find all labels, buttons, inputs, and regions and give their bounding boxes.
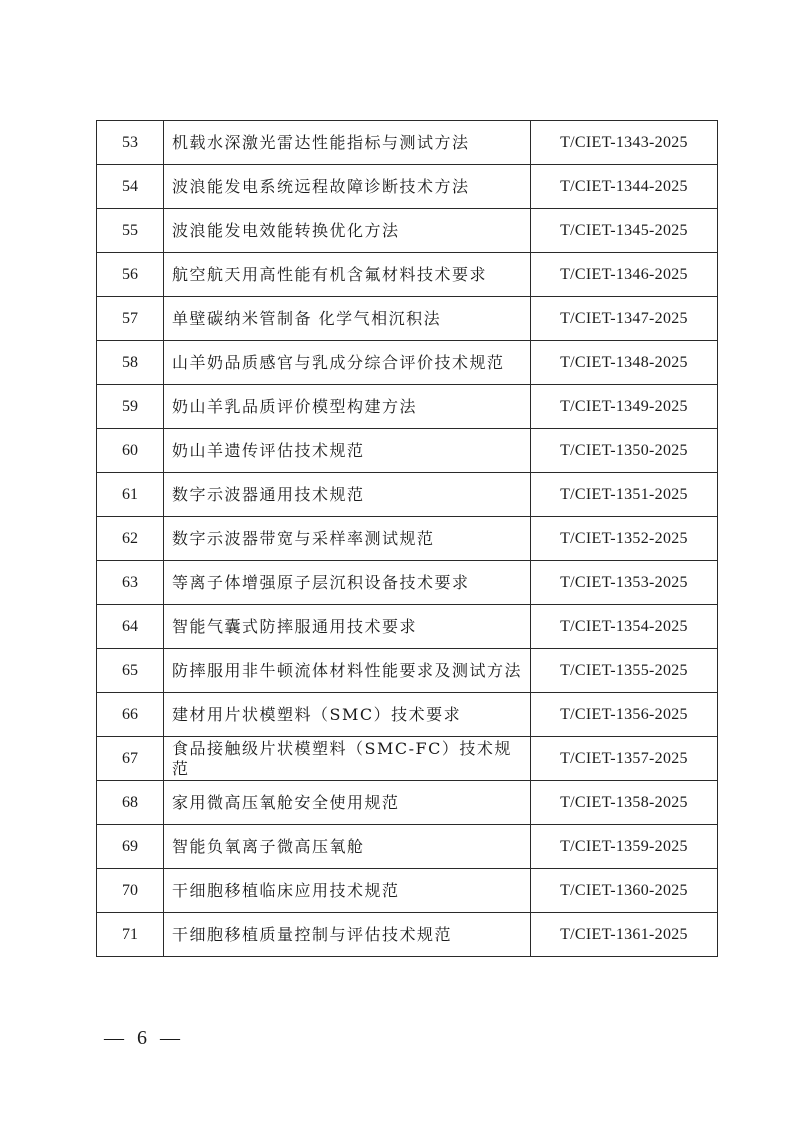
standard-code: T/CIET-1359-2025 bbox=[531, 825, 718, 869]
table-row bbox=[97, 297, 718, 341]
row-number: 63 bbox=[97, 561, 164, 605]
row-number: 71 bbox=[97, 913, 164, 957]
standard-code: T/CIET-1352-2025 bbox=[531, 517, 718, 561]
table-row bbox=[97, 649, 718, 693]
table-row bbox=[97, 429, 718, 473]
row-number: 69 bbox=[97, 825, 164, 869]
standards-table bbox=[96, 120, 718, 957]
table-row bbox=[97, 253, 718, 297]
row-number: 53 bbox=[97, 121, 164, 165]
row-number: 68 bbox=[97, 781, 164, 825]
row-number: 70 bbox=[97, 869, 164, 913]
page-number: — 6 — bbox=[104, 1027, 184, 1049]
standard-name: 波浪能发电系统远程故障诊断技术方法 bbox=[164, 165, 531, 209]
standard-code: T/CIET-1347-2025 bbox=[531, 297, 718, 341]
row-number: 61 bbox=[97, 473, 164, 517]
table-row bbox=[97, 385, 718, 429]
row-number: 58 bbox=[97, 341, 164, 385]
standard-name: 波浪能发电效能转换优化方法 bbox=[164, 209, 531, 253]
standard-code: T/CIET-1356-2025 bbox=[531, 693, 718, 737]
row-number: 57 bbox=[97, 297, 164, 341]
row-number: 54 bbox=[97, 165, 164, 209]
standard-name: 防摔服用非牛顿流体材料性能要求及测试方法 bbox=[164, 649, 531, 693]
standard-name: 奶山羊遗传评估技术规范 bbox=[164, 429, 531, 473]
standard-name: 建材用片状模塑料（SMC）技术要求 bbox=[164, 693, 531, 737]
table-row bbox=[97, 121, 718, 165]
standard-code: T/CIET-1360-2025 bbox=[531, 869, 718, 913]
standards-table-body bbox=[97, 121, 718, 957]
standard-name: 数字示波器带宽与采样率测试规范 bbox=[164, 517, 531, 561]
standard-code: T/CIET-1355-2025 bbox=[531, 649, 718, 693]
standard-name: 智能气囊式防摔服通用技术要求 bbox=[164, 605, 531, 649]
row-number: 60 bbox=[97, 429, 164, 473]
row-number: 65 bbox=[97, 649, 164, 693]
row-number: 62 bbox=[97, 517, 164, 561]
table-row bbox=[97, 913, 718, 957]
row-number: 67 bbox=[97, 737, 164, 781]
standard-code: T/CIET-1351-2025 bbox=[531, 473, 718, 517]
table-row bbox=[97, 209, 718, 253]
table-row bbox=[97, 605, 718, 649]
standard-name: 数字示波器通用技术规范 bbox=[164, 473, 531, 517]
row-number: 66 bbox=[97, 693, 164, 737]
table-row bbox=[97, 473, 718, 517]
standard-code: T/CIET-1349-2025 bbox=[531, 385, 718, 429]
row-number: 59 bbox=[97, 385, 164, 429]
standard-name: 干细胞移植临床应用技术规范 bbox=[164, 869, 531, 913]
standard-name: 航空航天用高性能有机含氟材料技术要求 bbox=[164, 253, 531, 297]
standard-name: 食品接触级片状模塑料（SMC-FC）技术规范 bbox=[164, 737, 531, 781]
standard-name: 机载水深激光雷达性能指标与测试方法 bbox=[164, 121, 531, 165]
table-row bbox=[97, 693, 718, 737]
standard-code: T/CIET-1353-2025 bbox=[531, 561, 718, 605]
standard-name: 家用微高压氧舱安全使用规范 bbox=[164, 781, 531, 825]
standard-name: 等离子体增强原子层沉积设备技术要求 bbox=[164, 561, 531, 605]
standard-code: T/CIET-1354-2025 bbox=[531, 605, 718, 649]
table-row bbox=[97, 825, 718, 869]
table-row bbox=[97, 561, 718, 605]
row-number: 55 bbox=[97, 209, 164, 253]
row-number: 64 bbox=[97, 605, 164, 649]
standard-code: T/CIET-1345-2025 bbox=[531, 209, 718, 253]
standard-code: T/CIET-1348-2025 bbox=[531, 341, 718, 385]
standard-name: 山羊奶品质感官与乳成分综合评价技术规范 bbox=[164, 341, 531, 385]
table-row bbox=[97, 517, 718, 561]
standard-name: 智能负氧离子微高压氧舱 bbox=[164, 825, 531, 869]
standard-name: 单壁碳纳米管制备 化学气相沉积法 bbox=[164, 297, 531, 341]
standard-code: T/CIET-1350-2025 bbox=[531, 429, 718, 473]
standard-name: 干细胞移植质量控制与评估技术规范 bbox=[164, 913, 531, 957]
standard-code: T/CIET-1357-2025 bbox=[531, 737, 718, 781]
table-row bbox=[97, 737, 718, 781]
standard-name: 奶山羊乳品质评价模型构建方法 bbox=[164, 385, 531, 429]
standard-code: T/CIET-1361-2025 bbox=[531, 913, 718, 957]
table-row bbox=[97, 781, 718, 825]
table-row bbox=[97, 869, 718, 913]
standard-code: T/CIET-1344-2025 bbox=[531, 165, 718, 209]
standard-code: T/CIET-1346-2025 bbox=[531, 253, 718, 297]
table-row bbox=[97, 165, 718, 209]
row-number: 56 bbox=[97, 253, 164, 297]
standard-code: T/CIET-1358-2025 bbox=[531, 781, 718, 825]
table-row bbox=[97, 341, 718, 385]
standard-code: T/CIET-1343-2025 bbox=[531, 121, 718, 165]
